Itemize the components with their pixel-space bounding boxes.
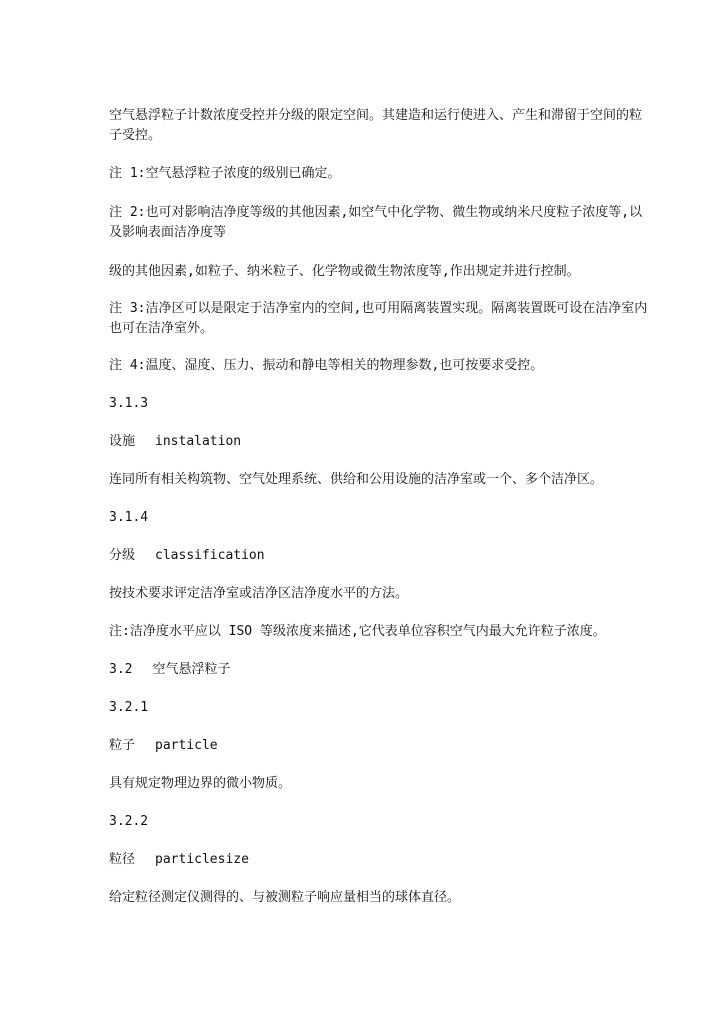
section-number-3-2-1: 3.2.1 bbox=[109, 700, 149, 715]
section-number-3-1-4: 3.1.4 bbox=[109, 510, 149, 525]
term-en: particle bbox=[155, 738, 218, 753]
note-3: 注 3:洁净区可以是限定于洁净室内的空间,也可用隔离装置实现。隔离装置既可设在洁净室内也可在洁净室外。 bbox=[109, 301, 648, 336]
particle-definition: 具有规定物理边界的微小物质。 bbox=[109, 776, 292, 791]
term-en: particlesize bbox=[155, 852, 249, 867]
section-heading-3-2 bbox=[109, 660, 649, 680]
particle-size-definition: 给定粒径测定仪测得的、与被测粒子响应量相当的球体直径。 bbox=[109, 890, 461, 905]
section-number-3-1-3: 3.1.3 bbox=[109, 396, 149, 411]
note-2: 注 2:也可对影响洁净度等级的其他因素,如空气中化学物、微生物或纳米尺度粒子浓度等,以及影响表面洁净度等 bbox=[109, 205, 643, 240]
term-heading-classification bbox=[109, 546, 649, 566]
note-1: 注 1:空气悬浮粒子浓度的级别已确定。 bbox=[109, 166, 341, 181]
installation-definition: 连同所有相关构筑物、空气处理系统、供给和公用设施的洁净室或一个、多个洁净区。 bbox=[109, 472, 604, 487]
section-title: 空气悬浮粒子 bbox=[152, 662, 231, 677]
term-heading-particle bbox=[109, 736, 649, 756]
note-2-continuation: 级的其他因素,如粒子、纳米粒子、化学物或微生物浓度等,作出规定并进行控制。 bbox=[109, 264, 580, 279]
classification-definition: 按技术要求评定洁净室或洁净区洁净度水平的方法。 bbox=[109, 586, 409, 601]
term-zh: 粒子 bbox=[109, 738, 136, 753]
definition-paragraph: 空气悬浮粒子计数浓度受控并分级的限定空间。其建造和运行使进入、产生和滞留于空间的粒子受控。 bbox=[109, 108, 643, 143]
section-number: 3.2 bbox=[109, 662, 133, 677]
term-heading-particle-size bbox=[109, 850, 649, 870]
note-4: 注 4:温度、湿度、压力、振动和静电等相关的物理参数,也可按要求受控。 bbox=[109, 358, 544, 373]
classification-note: 注:洁净度水平应以 ISO 等级浓度来描述,它代表单位容积空气内最大允许粒子浓度。 bbox=[109, 624, 606, 639]
section-number-3-2-2: 3.2.2 bbox=[109, 814, 149, 829]
term-en: classification bbox=[155, 548, 265, 563]
term-en: instalation bbox=[155, 434, 242, 449]
term-zh: 设施 bbox=[109, 434, 136, 449]
term-zh: 粒径 bbox=[109, 852, 136, 867]
term-zh: 分级 bbox=[109, 548, 136, 563]
term-heading-installation bbox=[109, 432, 649, 452]
